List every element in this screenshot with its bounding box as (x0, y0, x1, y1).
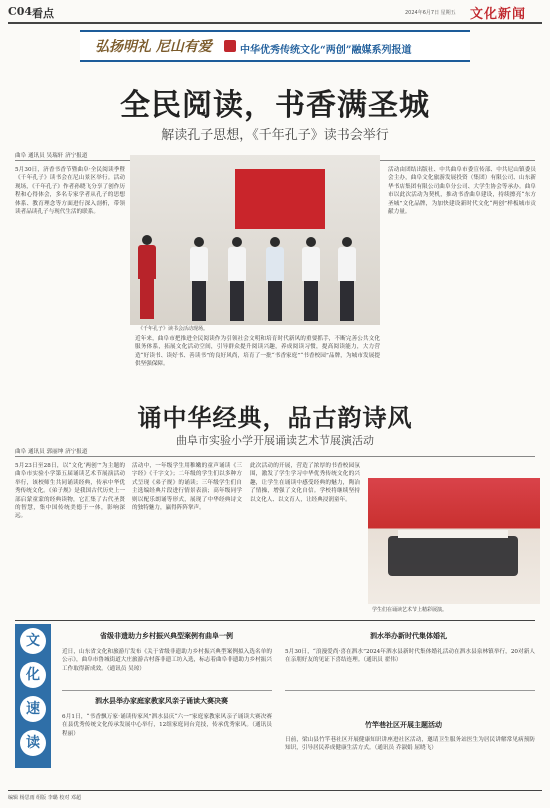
section-name: 看点 (32, 7, 54, 20)
divider (62, 690, 272, 691)
article2-photo-caption: 学生们在诵读艺术节上精彩展演。 (372, 607, 448, 613)
banner-calligraphy: 弘扬明礼 尼山有爱 (95, 39, 212, 55)
brief-title: 泗水县举办家庭家教家风亲子诵读大赛决赛 (95, 696, 228, 705)
header-rule (8, 22, 542, 24)
person-figure (302, 237, 320, 325)
divider (15, 456, 535, 457)
footer-rule (8, 790, 542, 791)
editor-credits: 编辑 杨思雨 组版 李璐 校对 邓超 (8, 795, 81, 801)
article1-column-3: 活动由团结出版社、中共曲阜市委宣传部、中共尼山镇委员会主办，曲阜文化旅游发展投资（集团）有限公司、山东新华书店集团有限公司曲阜分公司、大学生协会等承办。曲阜市以此次活动为契机，推动书香曲阜建设，持续擦亮“东方圣城”文化品牌，为加快建设新时代文化“两创”样板城市贡献力量。 (388, 167, 536, 216)
brief-title: 泗水举办新时代集体婚礼 (370, 631, 447, 640)
article1-photo-caption: 《千年孔子》读书会活动现场。 (138, 326, 209, 332)
brief-title: 省级非遗助力乡村振兴典型案例有曲阜一例 (100, 631, 233, 640)
divider (15, 620, 535, 621)
article2-headline: 诵中华经典，品古韵诗风 (137, 403, 413, 432)
briefs-label-char: 读 (20, 730, 46, 756)
performers-group (388, 536, 518, 576)
article2-column-2: 活动中，一年级学生用稚嫩的童声诵读《三字经》《千字文》；二年级的学生们以多种方式呈现《弟子规》的诵读；三年级学生们自主选编经典片段进行情景表演；高年级同学则以配乐朗诵等形式，展现了中华经典诗文的独特魅力，赢得阵阵掌声。 (132, 463, 242, 512)
brief-text: 6月1日，“书香飘万家·诵读传家风”泗水县庆“六一”家庭家教家风亲子诵读大赛决赛在县优秀传统文化传承发展中心举行，12组家庭同台竞技，传承优秀家风。（通讯员 程丽） (62, 714, 272, 737)
newspaper-brand: 文化新闻 (470, 7, 527, 22)
stage-screen (235, 169, 325, 229)
page-number: C04 (8, 5, 33, 18)
brief-title: 竹竿巷社区开展主题活动 (365, 720, 442, 729)
person-figure (228, 237, 246, 325)
article2-byline: 曲阜 通讯员 郭丽坤 济宁报道 (15, 449, 88, 455)
brief-text: 近日，山东省文化和旅游厅发布《关于省级非遗助力乡村振兴典型案例拟入选名单的公示》，曲阜市鲁城街道大庄旅游古村落非遗工坊入选，标志着曲阜非遗助力乡村振兴工作取得新成效。（通讯员 吴琼） (62, 649, 272, 672)
article1-column-2: 近年来，曲阜市把推进全民阅读作为引领社会文明和培育时代新风的重要抓手，不断完善公共文化服务体系，拓展文化活动空间，引导群众提升阅读兴趣，养成阅读习惯，提高阅读能力，大力营造“好读书、读好书、善读书”的良好风尚，培育了一批“书香家庭”“书香校园”品牌，为城市发展提供坚强保障。 (135, 336, 380, 368)
article2-subheadline: 曲阜市实验小学开展诵读艺术节展演活动 (176, 434, 374, 447)
article1-photo (130, 155, 380, 325)
banner-title: 中华优秀传统文化“两创”融媒系列报道 (240, 45, 412, 56)
divider (285, 690, 535, 691)
briefs-label-char: 文 (20, 628, 46, 654)
article1-subheadline: 解读孔子思想，《千年孔子》读书会举行 (161, 128, 389, 143)
article2-photo (368, 478, 540, 604)
article2-column-1: 5月23日至28日，以“文化‘两创’”为主题的曲阜市实验小学第五届诵读艺术节展演活动举行，该校师生共同诵读经典，传承中华优秀传统文化。《弟子规》是我国古代历史上一部启蒙童蒙的经典读物，它汇集了古代圣贤的智慧，集中国传统美德于一体，影响深远。 (15, 463, 125, 520)
article2-column-3: 此次活动的开展，营造了浓厚的书香校园氛围，激发了学生学习中华优秀传统文化的兴趣，让学生在诵读中感受经典的魅力，陶冶了情操，增强了文化自信。学校将继续坚持以文化人、以文育人，让经典浸润童年。 (250, 463, 360, 503)
person-figure (338, 237, 356, 325)
briefs-label-char: 速 (20, 696, 46, 722)
brief-text: 日前，梁山县竹竿巷社区开展健康知识讲座进社区活动，邀请卫生服务站医生为居民讲解常见病预防知识，引导居民养成健康生活方式。（通讯员 乔淑娟 屈晓飞） (285, 737, 535, 752)
article1-byline: 曲阜 通讯员 吴瑞轩 济宁报道 (15, 153, 88, 159)
briefs-label-char: 化 (20, 662, 46, 688)
person-figure (266, 237, 284, 325)
performers-shirts (398, 530, 508, 538)
issue-date: 2024年6月7日 星期五 (405, 10, 456, 16)
seal-icon (224, 40, 236, 52)
person-figure (190, 237, 208, 325)
article1-column-1: 5月30日，济香书香节暨曲阜·全民阅读季暨《千年孔子》读书会在尼山景区举行。活动现场，《千年孔子》作者孙晓飞分享了创作历程和心得体会，多名专家学者从孔子的思想体系、教育理念等方面进行深入剖析，带领读者品读孔子与现代生活的联系。 (15, 167, 125, 216)
person-figure (138, 235, 156, 325)
article1-headline: 全民阅读，书香满圣城 (120, 88, 430, 123)
brief-text: 5月30日，“浪漫爱尚·喜在泗水”2024年泗水县新时代集体婚礼活动在泗水县泉林镇举行，20对新人在亲朋好友的见证下喜结连理。（通讯员 翟伟） (285, 649, 535, 664)
